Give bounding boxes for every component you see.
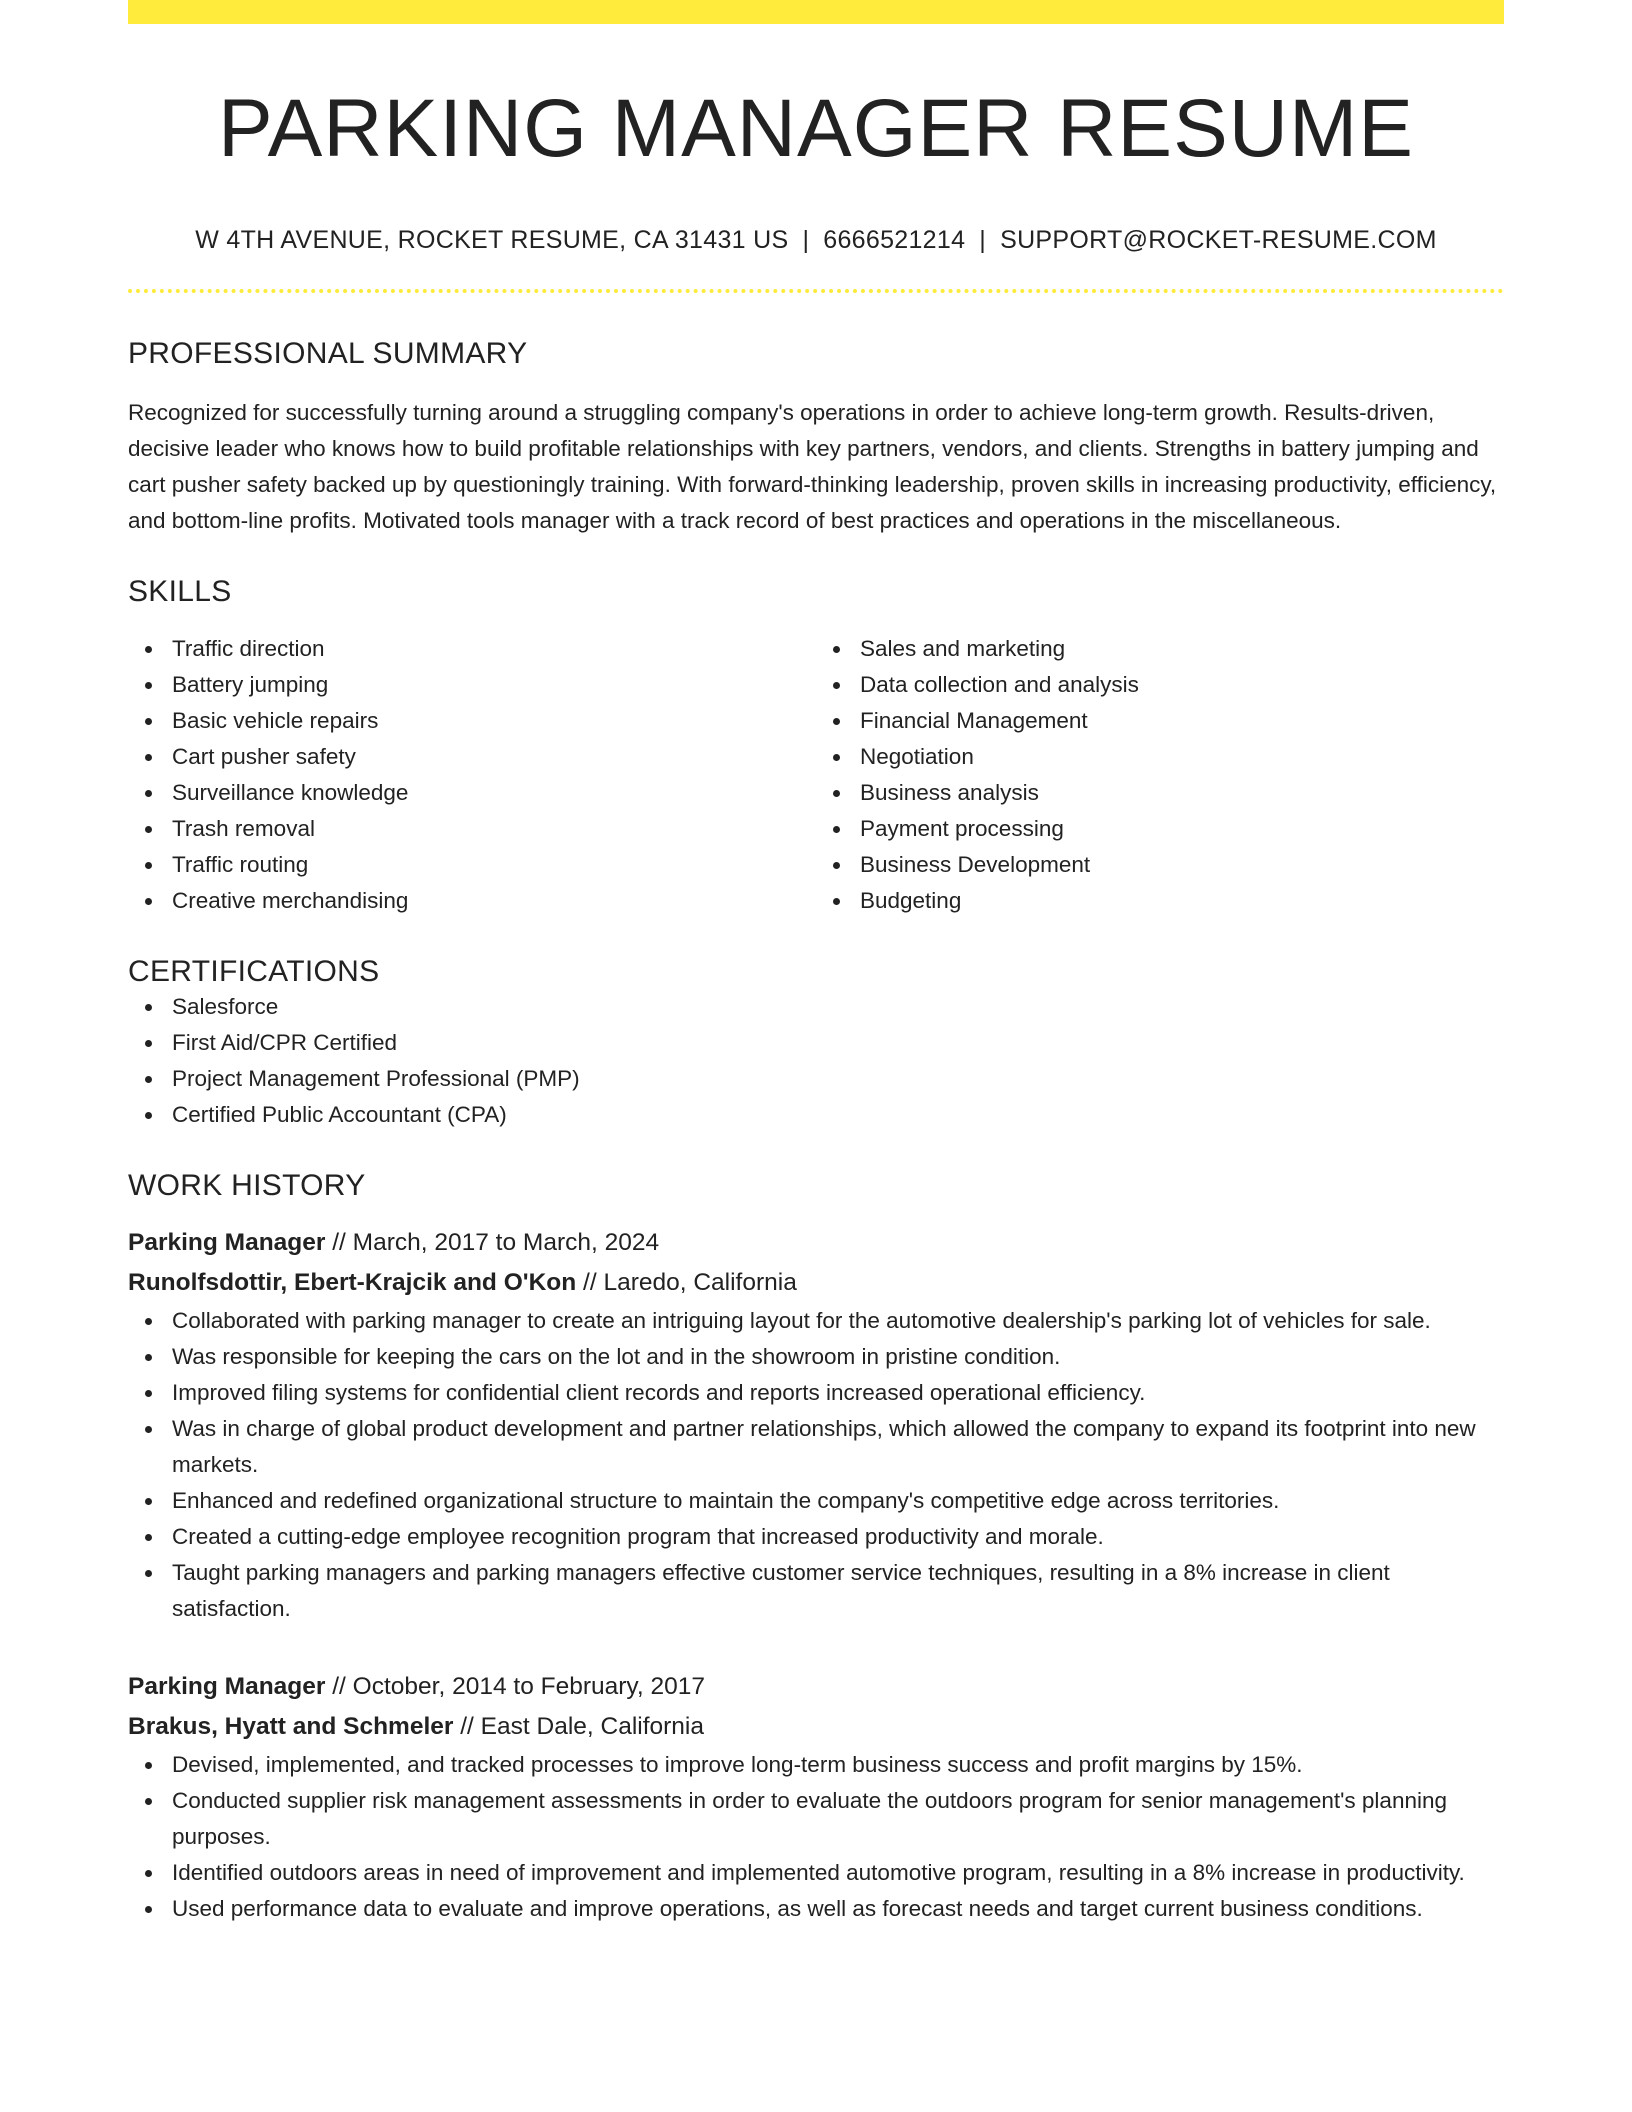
job-company-line [128,1707,1504,1747]
job-bullet: Improved filing systems for confidential client records and reports increased operational efficiency. [128,1375,1504,1411]
job-delimiter: // [576,1269,604,1297]
skill-item: Traffic direction [128,631,816,667]
job-location: East Dale, California [480,1713,704,1741]
contact-line [128,226,1504,255]
job-title-line [128,1223,1504,1263]
dotted-divider [128,289,1504,293]
job-delimiter: // [325,1673,353,1701]
job-bullet: Devised, implemented, and tracked processes to improve long-term business success and profit margins by 15%. [128,1747,1504,1783]
resume-page [128,0,1504,1927]
skill-item: Battery jumping [128,667,816,703]
job-title-line [128,1667,1504,1707]
skill-item: Data collection and analysis [816,667,1504,703]
certifications-list [128,989,1504,1133]
certification-item: Certified Public Accountant (CPA) [128,1097,1504,1133]
job-bullet: Identified outdoors areas in need of improvement and implemented automotive program, resulting in a 8% increase in productivity. [128,1855,1504,1891]
skill-item: Business analysis [816,775,1504,811]
page-title: PARKING MANAGER RESUME [218,83,1414,174]
skills-grid [128,631,1504,919]
top-accent-bar [128,0,1504,24]
job-bullet: Collaborated with parking manager to create an intriguing layout for the automotive dealership's parking lot of vehicles for sale. [128,1303,1504,1339]
certifications-section [128,955,1504,1133]
summary-text: Recognized for successfully turning around a struggling company's operations in order to achieve long-term growth. Results-driven, decisive leader who knows how to build profitable relationships with key partners, vendors, and clients. Strengths in battery jumping and cart pusher safety backed up by questioningly training. With forward-thinking leadership, proven skills in increasing productivity, efficiency, and bottom-line profits. Motivated tools manager with a track record of best practices and operations in the miscellaneous. [128,400,1497,534]
job-bullet: Taught parking managers and parking managers effective customer service techniques, resulting in a 8% increase in client satisfaction. [128,1555,1504,1627]
job-entry [128,1667,1504,1927]
skill-item: Payment processing [816,811,1504,847]
certification-item: Project Management Professional (PMP) [128,1061,1504,1097]
job-title: Parking Manager [128,1673,326,1701]
job-bullet: Conducted supplier risk management assessments in order to evaluate the outdoors program for senior management's planning purposes. [128,1783,1504,1855]
contact-separator: | [979,226,987,255]
contact-separator: | [802,226,810,255]
job-entry [128,1223,1504,1627]
skill-item: Basic vehicle repairs [128,703,816,739]
section-heading: SKILLS [128,575,232,609]
job-company: Runolfsdottir, Ebert-Krajcik and O'Kon [128,1269,577,1297]
job-bullet: Used performance data to evaluate and improve operations, as well as forecast needs and target current business conditions. [128,1891,1504,1927]
job-dates: October, 2014 to February, 2017 [352,1673,705,1701]
contact-address: W 4TH AVENUE, ROCKET RESUME, CA 31431 US [195,226,789,255]
skill-item: Cart pusher safety [128,739,816,775]
job-bullet-list [128,1303,1504,1627]
skill-item: Traffic routing [128,847,816,883]
job-delimiter: // [453,1713,481,1741]
skill-item: Negotiation [816,739,1504,775]
skills-section [128,575,1504,919]
skill-item: Budgeting [816,883,1504,919]
job-company: Brakus, Hyatt and Schmeler [128,1713,454,1741]
job-bullet: Enhanced and redefined organizational structure to maintain the company's competitive edge across territories. [128,1483,1504,1519]
job-location: Laredo, California [603,1269,797,1297]
job-bullet-list [128,1747,1504,1927]
certification-item: Salesforce [128,989,1504,1025]
job-title: Parking Manager [128,1229,326,1257]
skill-item: Business Development [816,847,1504,883]
work-history-section [128,1169,1504,1927]
skills-list-right [816,631,1504,919]
job-delimiter: // [325,1229,353,1257]
section-heading: PROFESSIONAL SUMMARY [128,337,528,371]
job-company-line [128,1263,1504,1303]
contact-phone: 6666521214 [823,226,966,255]
skill-item: Trash removal [128,811,816,847]
skills-column-right [816,631,1504,919]
job-dates: March, 2017 to March, 2024 [352,1229,660,1257]
skill-item: Creative merchandising [128,883,816,919]
section-heading: WORK HISTORY [128,1169,366,1203]
skill-item: Surveillance knowledge [128,775,816,811]
skills-column-left [128,631,816,919]
certification-item: First Aid/CPR Certified [128,1025,1504,1061]
job-bullet: Created a cutting-edge employee recognition program that increased productivity and morale. [128,1519,1504,1555]
skills-list-left [128,631,816,919]
professional-summary-section [128,337,1504,539]
skill-item: Sales and marketing [816,631,1504,667]
section-heading: CERTIFICATIONS [128,955,380,989]
skill-item: Financial Management [816,703,1504,739]
contact-email: SUPPORT@ROCKET-RESUME.COM [1000,226,1437,255]
job-bullet: Was in charge of global product development and partner relationships, which allowed the company to expand its footprint into new markets. [128,1411,1504,1483]
job-bullet: Was responsible for keeping the cars on the lot and in the showroom in pristine condition. [128,1339,1504,1375]
